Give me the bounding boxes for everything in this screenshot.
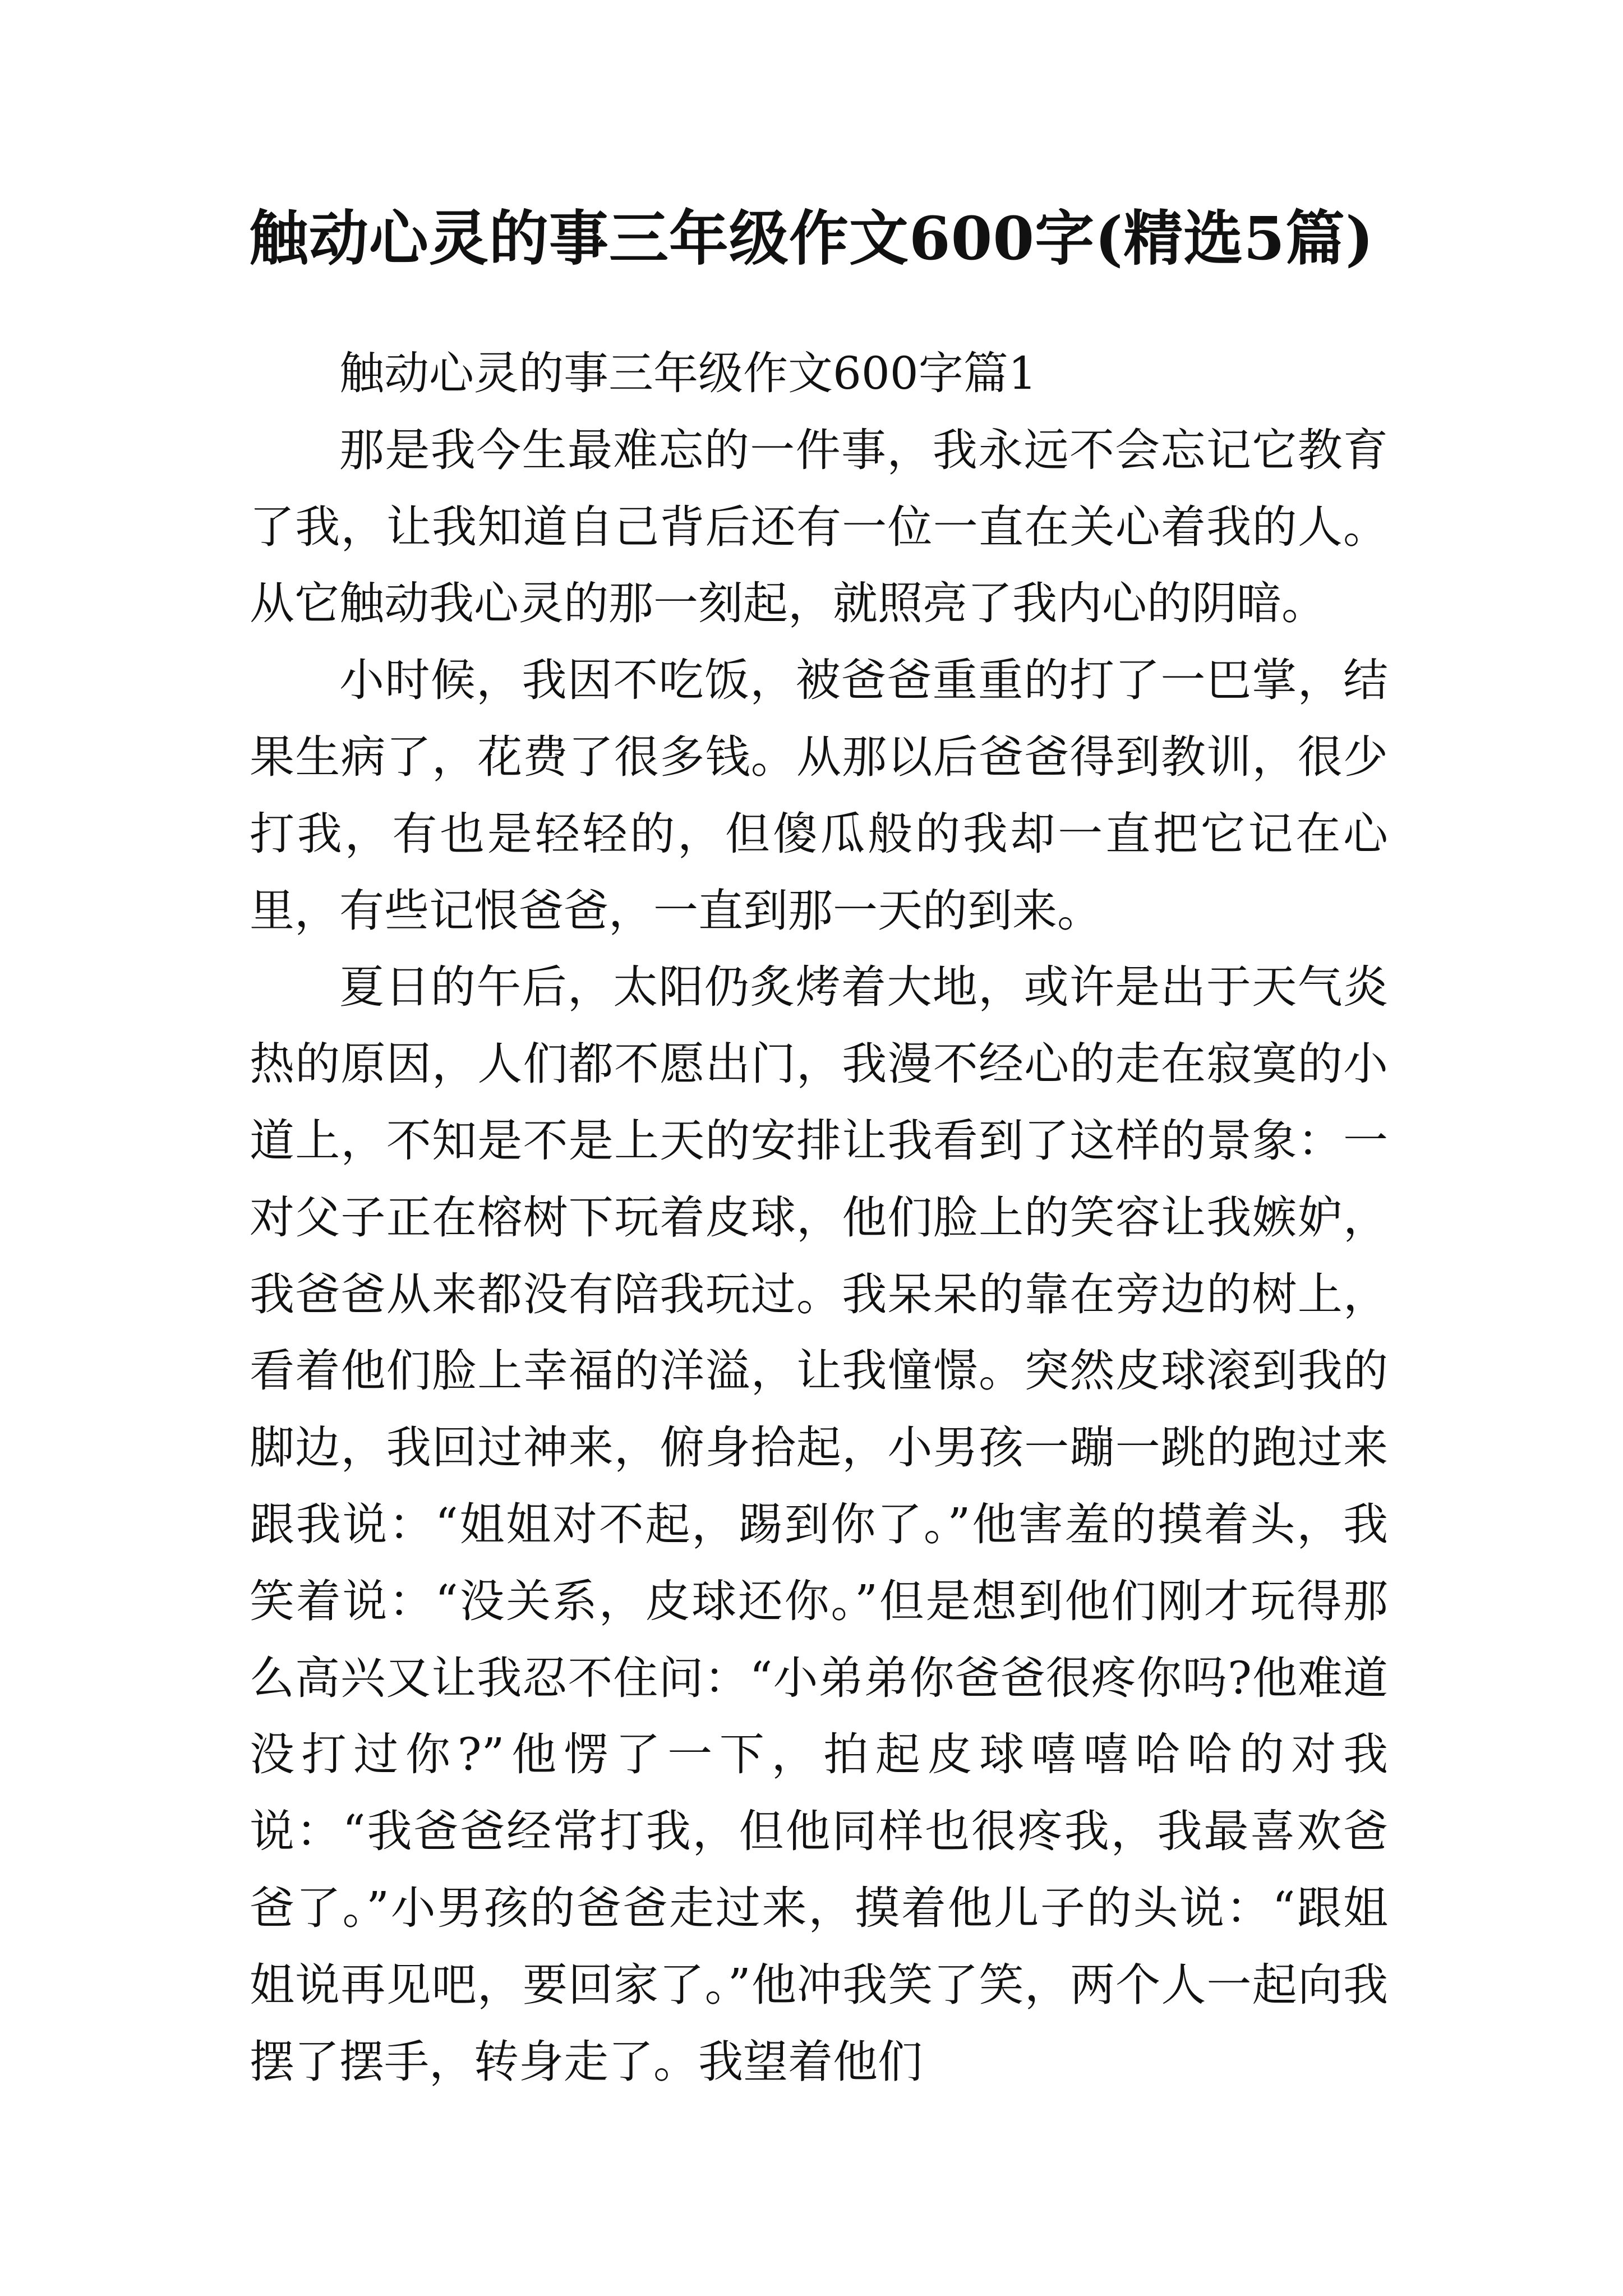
section-heading: 触动心灵的事三年级作文600字篇1 bbox=[339, 347, 1037, 399]
document-body bbox=[250, 335, 1388, 2100]
paragraph-1: 那是我今生最难忘的一件事，我永远不会忘记它教育了我，让我知道自己背后还有一位一直在关心着我的人。从它触动我心灵的那一刻起，就照亮了我内心的阴暗。 bbox=[250, 424, 1388, 630]
paragraph-3: 夏日的午后，太阳仍炙烤着大地，或许是出于天气炎热的原因，人们都不愿出门，我漫不经心的走在寂寞的小道上，不知是不是上天的安排让我看到了这样的景象：一对父子正在榕树下玩着皮球，他们脸上的笑容让我嫉妒，我爸爸从来都没有陪我玩过。我呆呆的靠在旁边的树上，看着他们脸上幸福的洋溢，让我憧憬。突然皮球滚到我的脚边，我回过神来，俯身拾起，小男孩一蹦一跳的跑过来跟我说：“姐姐对不起，踢到你了。”他害羞的摸着头，我笑着说：“没关系，皮球还你。”但是想到他们刚才玩得那么高兴又让我忍不住问：“小弟弟你爸爸很疼你吗?他难道没打过你?”他愣了一下，拍起皮球嘻嘻哈哈的对我说：“我爸爸经常打我，但他同样也很疼我，我最喜欢爸爸了。”小男孩的爸爸走过来，摸着他儿子的头说：“跟姐姐说再见吧，要回家了。”他冲我笑了笑，两个人一起向我摆了摆手，转身走了。我望着他们 bbox=[250, 961, 1388, 2088]
paragraph-2: 小时候，我因不吃饭，被爸爸重重的打了一巴掌，结果生病了，花费了很多钱。从那以后爸爸得到教训，很少打我，有也是轻轻的，但傻瓜般的我却一直把它记在心里，有些记恨爸爸，一直到那一天的到来。 bbox=[250, 654, 1388, 937]
document-title: 触动心灵的事三年级作文600字(精选5篇) bbox=[248, 203, 1375, 273]
